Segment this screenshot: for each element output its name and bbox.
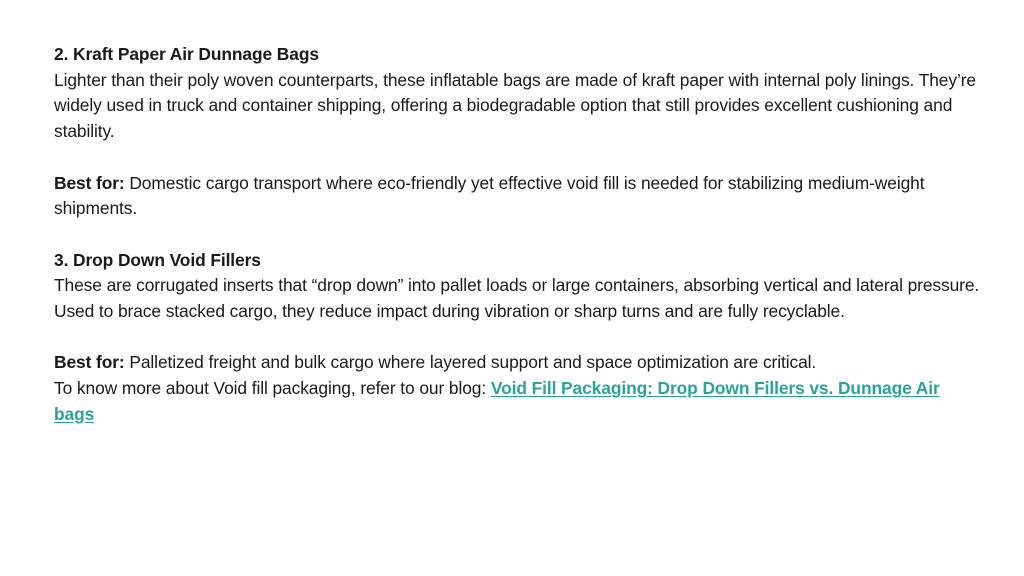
section-3-best-for-label: Best for: [54, 352, 125, 373]
section-2-best-for [54, 171, 984, 222]
section-2-body: Lighter than their poly woven counterparts, these inflatable bags are made of kraft paper with internal poly linings. They’re widely used in truck and container shipping, offering a biodegradable option that still provides excellent cushioning and stability. [54, 69, 976, 142]
spacer [54, 145, 984, 171]
blog-link[interactable]: Void Fill Packaging: Drop Down Fillers vs. Dunnage Air bags [54, 378, 940, 424]
document-body [54, 42, 984, 428]
section-3-best-for [54, 350, 984, 427]
section-3-heading: 3. Drop Down Void Fillers [54, 249, 261, 270]
section-3 [54, 248, 984, 325]
spacer [54, 222, 984, 248]
section-3-best-for-text: Palletized freight and bulk cargo where layered support and space optimization are critical. [124, 352, 817, 373]
section-3-body: These are corrugated inserts that “drop down” into pallet loads or large containers, absorbing vertical and lateral pressure. Used to brace stacked cargo, they reduce impact during vibration or sharp turns and are fully recyclable. [54, 275, 980, 321]
footer-prefix: To know more about Void fill packaging, refer to our blog: [54, 378, 491, 399]
section-2-heading: 2. Kraft Paper Air Dunnage Bags [54, 44, 319, 64]
spacer [54, 325, 984, 351]
section-2-best-for-label: Best for: [54, 172, 125, 193]
section-2-best-for-text: Domestic cargo transport where eco-friendly yet effective void fill is needed for stabilizing medium-weight shipments. [54, 172, 925, 219]
section-2 [54, 42, 984, 145]
